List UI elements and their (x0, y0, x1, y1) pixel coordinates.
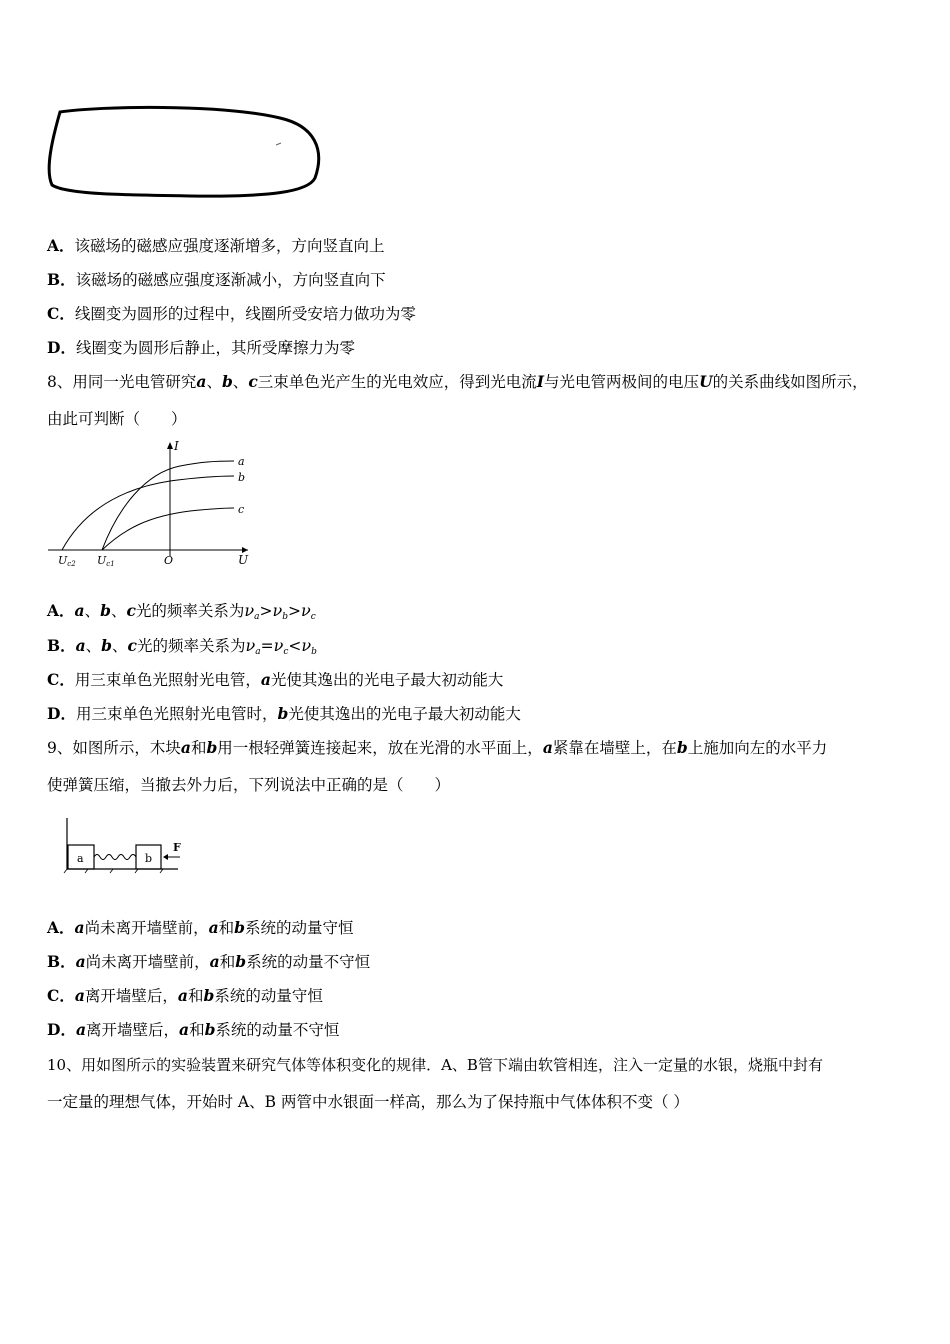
q7-option-a: A．该磁场的磁感应强度逐渐增多，方向竖直向上 (47, 236, 385, 255)
q8-option-c: C．用三束单色光照射光电管，a光使其逸出的光电子最大初动能大 (47, 670, 504, 689)
uc1-label: Uc1 (97, 554, 115, 568)
q9-stem-line1: 9、如图所示，木块a和b用一根轻弹簧连接起来，放在光滑的水平面上，a紧靠在墙壁上，在b上施加向左的水平力 (47, 738, 828, 757)
curve-label-b: b (238, 471, 246, 484)
origin-label: O (164, 554, 174, 567)
axis-label-i: I (174, 439, 179, 453)
q9-spring-figure (58, 815, 193, 877)
curve-label-a: a (238, 455, 245, 468)
q10-stem-line2: 一定量的理想气体，开始时 A、B 两管中水银面一样高，那么为了保持瓶中气体体积不变（ ） (47, 1093, 689, 1111)
q9-option-a: A．a尚未离开墙壁前，a和b系统的动量守恒 (47, 918, 354, 937)
q9-option-c: C．a离开墙壁后，a和b系统的动量守恒 (47, 986, 323, 1005)
q9-stem-line2: 使弹簧压缩，当撤去外力后，下列说法中正确的是（ ） (47, 776, 451, 794)
q8-iu-graph (40, 438, 270, 574)
q8-stem-line1: 8、用同一光电管研究a、b、c三束单色光产生的光电效应，得到光电流I与光电管两极间的电压U的关系曲线如图所示， (47, 372, 868, 391)
q7-option-c: C．线圈变为圆形的过程中，线圈所受安培力做功为零 (47, 304, 416, 323)
q10-stem-line1: 10、用如图所示的实验装置来研究气体等体积变化的规律．A、B管下端由软管相连，注入一定量的水银，烧瓶中封有 (47, 1056, 823, 1074)
q7-option-d: D．线圈变为圆形后静止，其所受摩擦力为零 (47, 338, 355, 357)
force-label: F (173, 841, 181, 854)
q9-option-d: D．a离开墙壁后，a和b系统的动量不守恒 (47, 1020, 340, 1039)
coil-figure (40, 100, 330, 205)
q8-option-b: B．a、b、c光的频率关系为$\nu_a=\nu_c<\nu_b$ (47, 636, 317, 657)
q8-option-d: D．用三束单色光照射光电管时，b光使其逸出的光电子最大初动能大 (47, 704, 521, 723)
curve-label-c: c (238, 503, 245, 516)
q7-option-b: B．该磁场的磁感应强度逐渐减小，方向竖直向下 (47, 270, 386, 289)
q8-option-a: A．a、b、c光的频率关系为$\nu_a>\nu_b>\nu_c$ (47, 601, 316, 622)
uc2-label: Uc2 (58, 554, 76, 568)
block-a-label: a (77, 852, 84, 865)
q9-option-b: B．a尚未离开墙壁前，a和b系统的动量不守恒 (47, 952, 371, 971)
axis-label-u: U (238, 553, 249, 567)
block-b-label: b (145, 852, 153, 865)
q8-stem-line2: 由此可判断（ ） (47, 410, 187, 428)
